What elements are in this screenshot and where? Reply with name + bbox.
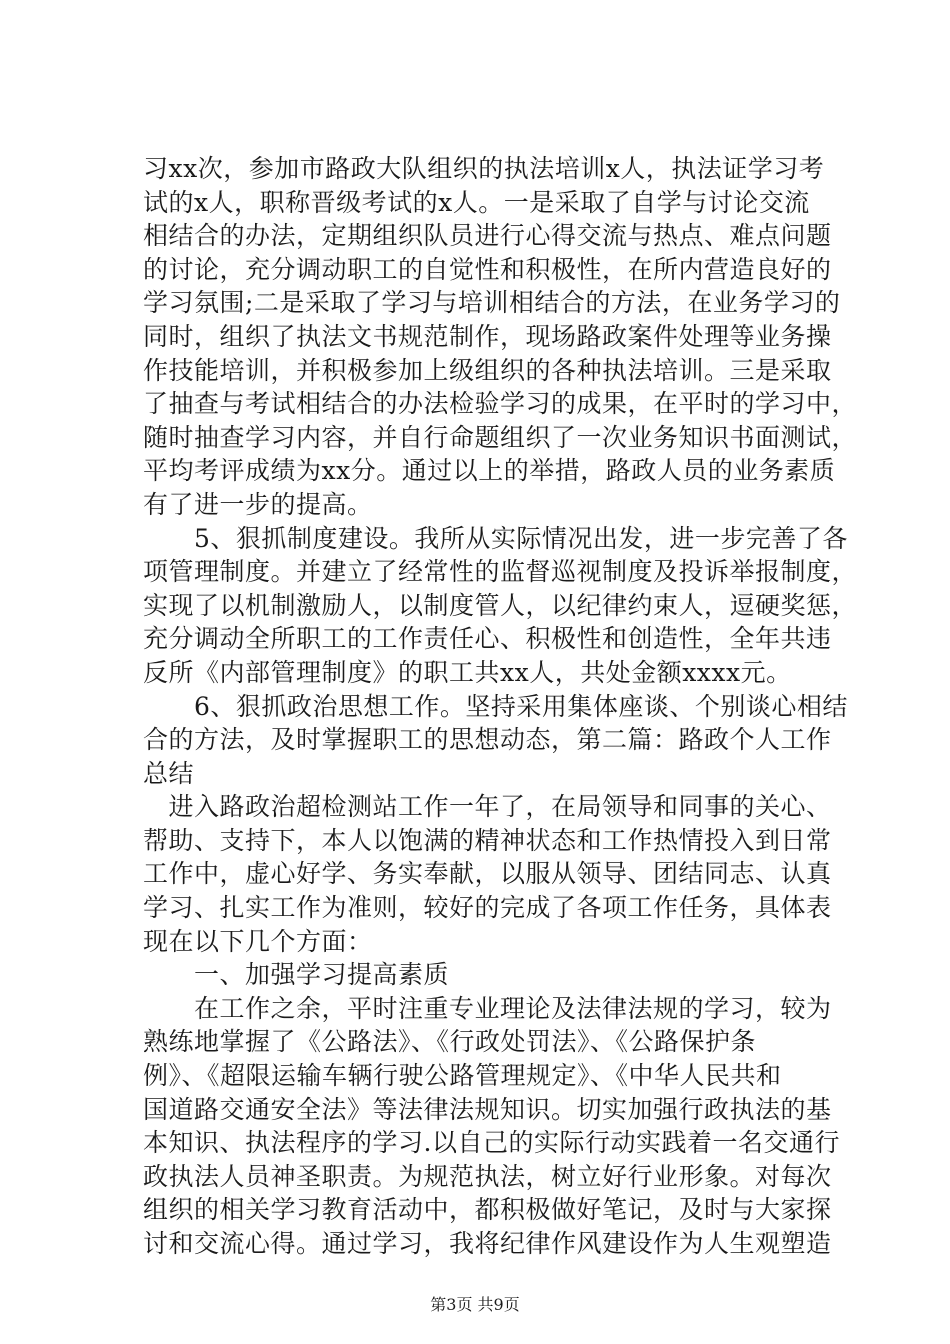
text-line: 进入路政治超检测站工作一年了，在局领导和同事的关心、 [143, 792, 832, 822]
text-line: 讨和交流心得。通过学习，我将纪律作风建设作为人生观塑造 [143, 1229, 832, 1258]
text-line: 作技能培训，并积极参加上级组织的各种执法培训。三是采取 [143, 355, 832, 385]
text-line: 一、加强学习提高素质 [143, 960, 450, 990]
text-line: 5、狠抓制度建设。我所从实际情况出发，进一步完善了各 [143, 523, 848, 553]
text-line: 总结 [143, 758, 195, 788]
text-line: 工作中，虚心好学、务实奉献，以服从领导、团结同志、认真 [143, 859, 832, 889]
text-line: 有了进一步的提高。 [143, 489, 373, 519]
text-line: 组织的相关学习教育活动中，都积极做好笔记，及时与大家探 [143, 1195, 832, 1225]
text-line: 政执法人员神圣职责。为规范执法，树立好行业形象。对每次 [143, 1161, 832, 1191]
text-line: 合的方法，及时掌握职工的思想动态，第二篇：路政个人工作 [143, 725, 832, 755]
text-line: 学习氛围;二是采取了学习与培训相结合的方法，在业务学习的 [143, 288, 841, 318]
text-line: 相结合的办法，定期组织队员进行心得交流与热点、难点问题 [143, 221, 832, 251]
text-line: 本知识、执法程序的学习.以自己的实际行动实践着一名交通行 [143, 1128, 840, 1158]
text-line: 现在以下几个方面： [143, 926, 373, 956]
document-body [143, 152, 858, 1261]
text-line: 例》、《超限运输车辆行驶公路管理规定》、《中华人民共和 [143, 1061, 782, 1091]
text-line: 在工作之余，平时注重专业理论及法律法规的学习，较为 [143, 993, 832, 1023]
text-line: 同时，组织了执法文书规范制作，现场路政案件处理等业务操 [143, 321, 832, 351]
text-line: 学习、扎实工作为准则，较好的完成了各项工作任务，具体表 [143, 893, 832, 923]
text-line: 熟练地掌握了《公路法》、《行政处罚法》、《公路保护条 [143, 1027, 757, 1057]
text-line: 实现了以机制激励人，以制度管人，以纪律约束人，逗硬奖惩， [143, 590, 858, 620]
text-line: 平均考评成绩为xx分。通过以上的举措，路政人员的业务素质 [143, 456, 836, 486]
text-line: 试的x人，职称晋级考试的x人。一是采取了自学与讨论交流 [143, 187, 810, 217]
text-line: 国道路交通安全法》等法律法规知识。切实加强行政执法的基 [143, 1094, 832, 1124]
text-line: 了抽查与考试相结合的办法检验学习的成果，在平时的学习中， [143, 389, 858, 419]
text-line: 随时抽查学习内容，并自行命题组织了一次业务知识书面测试， [143, 422, 858, 452]
text-line: 反所《内部管理制度》的职工共xx人，共处金额xxxx元。 [143, 657, 792, 687]
text-line: 项管理制度。并建立了经常性的监督巡视制度及投诉举报制度， [143, 557, 858, 587]
text-line: 6、狠抓政治思想工作。坚持采用集体座谈、个别谈心相结 [143, 691, 848, 721]
text-line: 充分调动全所职工的工作责任心、积极性和创造性，全年共违 [143, 624, 832, 654]
text-line: 的讨论，充分调动职工的自觉性和积极性，在所内营造良好的 [143, 254, 832, 284]
text-line: 习xx次，参加市路政大队组织的执法培训x人，执法证学习考 [143, 154, 825, 183]
page-footer: 第3页 共9页 [430, 1295, 520, 1314]
text-line: 帮助、支持下，本人以饱满的精神状态和工作热情投入到日常 [143, 825, 832, 855]
